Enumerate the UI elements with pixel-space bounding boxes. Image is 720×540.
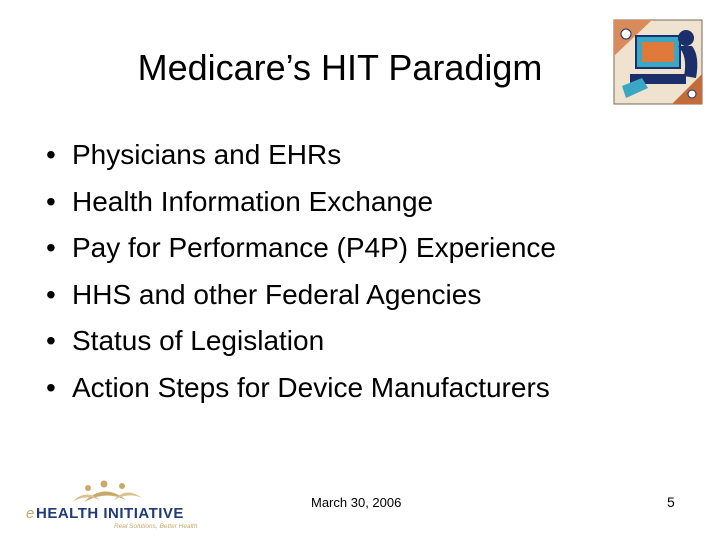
bullet-glyph: • [46, 371, 56, 403]
slide-title: Medicare’s HIT Paradigm [137, 47, 543, 88]
bullet-glyph: • [46, 278, 56, 310]
bullet-glyph: • [46, 232, 56, 263]
bullet-text: Pay for Performance (P4P) Experience [72, 232, 556, 263]
bullet-item [46, 272, 556, 319]
footer-date: March 30, 2006 [311, 495, 402, 510]
bullet-glyph: • [46, 185, 56, 217]
bullet-text: Status of Legislation [72, 325, 325, 356]
logo-prefix: e [26, 505, 35, 522]
people-figures-icon [72, 481, 142, 503]
bullet-item [46, 365, 556, 412]
bullet-glyph: • [46, 139, 56, 170]
bullet-item [46, 179, 556, 226]
bullet-item [46, 225, 556, 272]
bullet-item [46, 318, 556, 365]
bullet-glyph: • [46, 325, 56, 356]
bullet-list [46, 132, 556, 411]
logo-tagline: Real Solutions, Better Health [114, 523, 198, 530]
bullet-text: HHS and other Federal Agencies [72, 278, 482, 310]
bullet-item [46, 132, 556, 179]
page-number: 5 [667, 494, 675, 510]
bullet-text: Physicians and EHRs [72, 139, 342, 170]
bullet-text: Health Information Exchange [72, 185, 434, 217]
ehealth-initiative-logo [22, 478, 222, 530]
computer-user-clipart-icon [612, 16, 704, 108]
bullet-text: Action Steps for Device Manufacturers [72, 371, 550, 403]
logo-name: HEALTH INITIATIVE [36, 505, 184, 522]
